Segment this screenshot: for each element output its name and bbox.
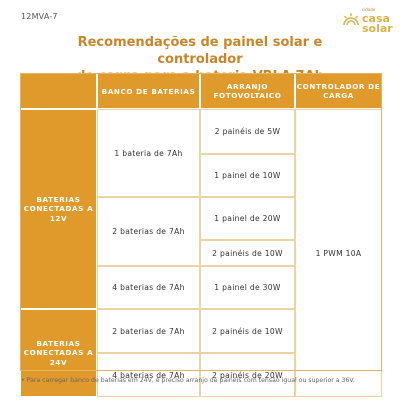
bank-cell: 4 baterias de 7Ah <box>97 266 200 309</box>
bank-cell: 2 baterias de 7Ah <box>97 197 200 266</box>
header-battery-bank: BANCO DE BATERIAS <box>97 73 200 109</box>
array-cell: 1 painel de 20W <box>200 197 295 240</box>
bank-cell: 1 bateria de 7Ah <box>97 109 200 197</box>
casa-solar-logo <box>342 6 394 34</box>
controller-cell: 1 PWM 10A <box>295 109 382 397</box>
recommendation-table <box>20 73 382 380</box>
logo-small-text: cidade <box>362 7 376 12</box>
table-corner <box>20 73 97 109</box>
header-charge-controller: CONTROLADOR DE CARGA <box>295 73 382 109</box>
bank-cell: 2 baterias de 7Ah <box>97 309 200 353</box>
array-cell: 1 painel de 10W <box>200 154 295 197</box>
logo-line-2: solar <box>362 22 393 35</box>
array-cell: 2 painéis de 5W <box>200 109 295 154</box>
group-24v-label: BATERIAS CONECTADAS A 24V <box>20 309 97 397</box>
document-code: 12MVA-7 <box>21 12 58 21</box>
array-cell: 1 painel de 30W <box>200 266 295 309</box>
sun-icon <box>342 12 360 30</box>
array-cell: 2 painéis de 10W <box>200 240 295 266</box>
group-12v-label: BATERIAS CONECTADAS A 12V <box>20 109 97 309</box>
logo-line-1: casa <box>362 12 390 25</box>
array-cell: 2 painéis de 10W <box>200 309 295 353</box>
array-cell: 2 painéis de 20W <box>200 353 295 397</box>
title-line-1: Recomendações de painel solar e controlador <box>77 35 323 67</box>
bank-cell: 4 baterias de 7Ah <box>97 353 200 397</box>
footnote: • Para carregar banco de baterias em 24V, é preciso arranjo de painéis com tensão igual ou superior a 36V. <box>21 377 355 384</box>
header-pv-array: ARRANJO FOTOVOLTAICO <box>200 73 295 109</box>
